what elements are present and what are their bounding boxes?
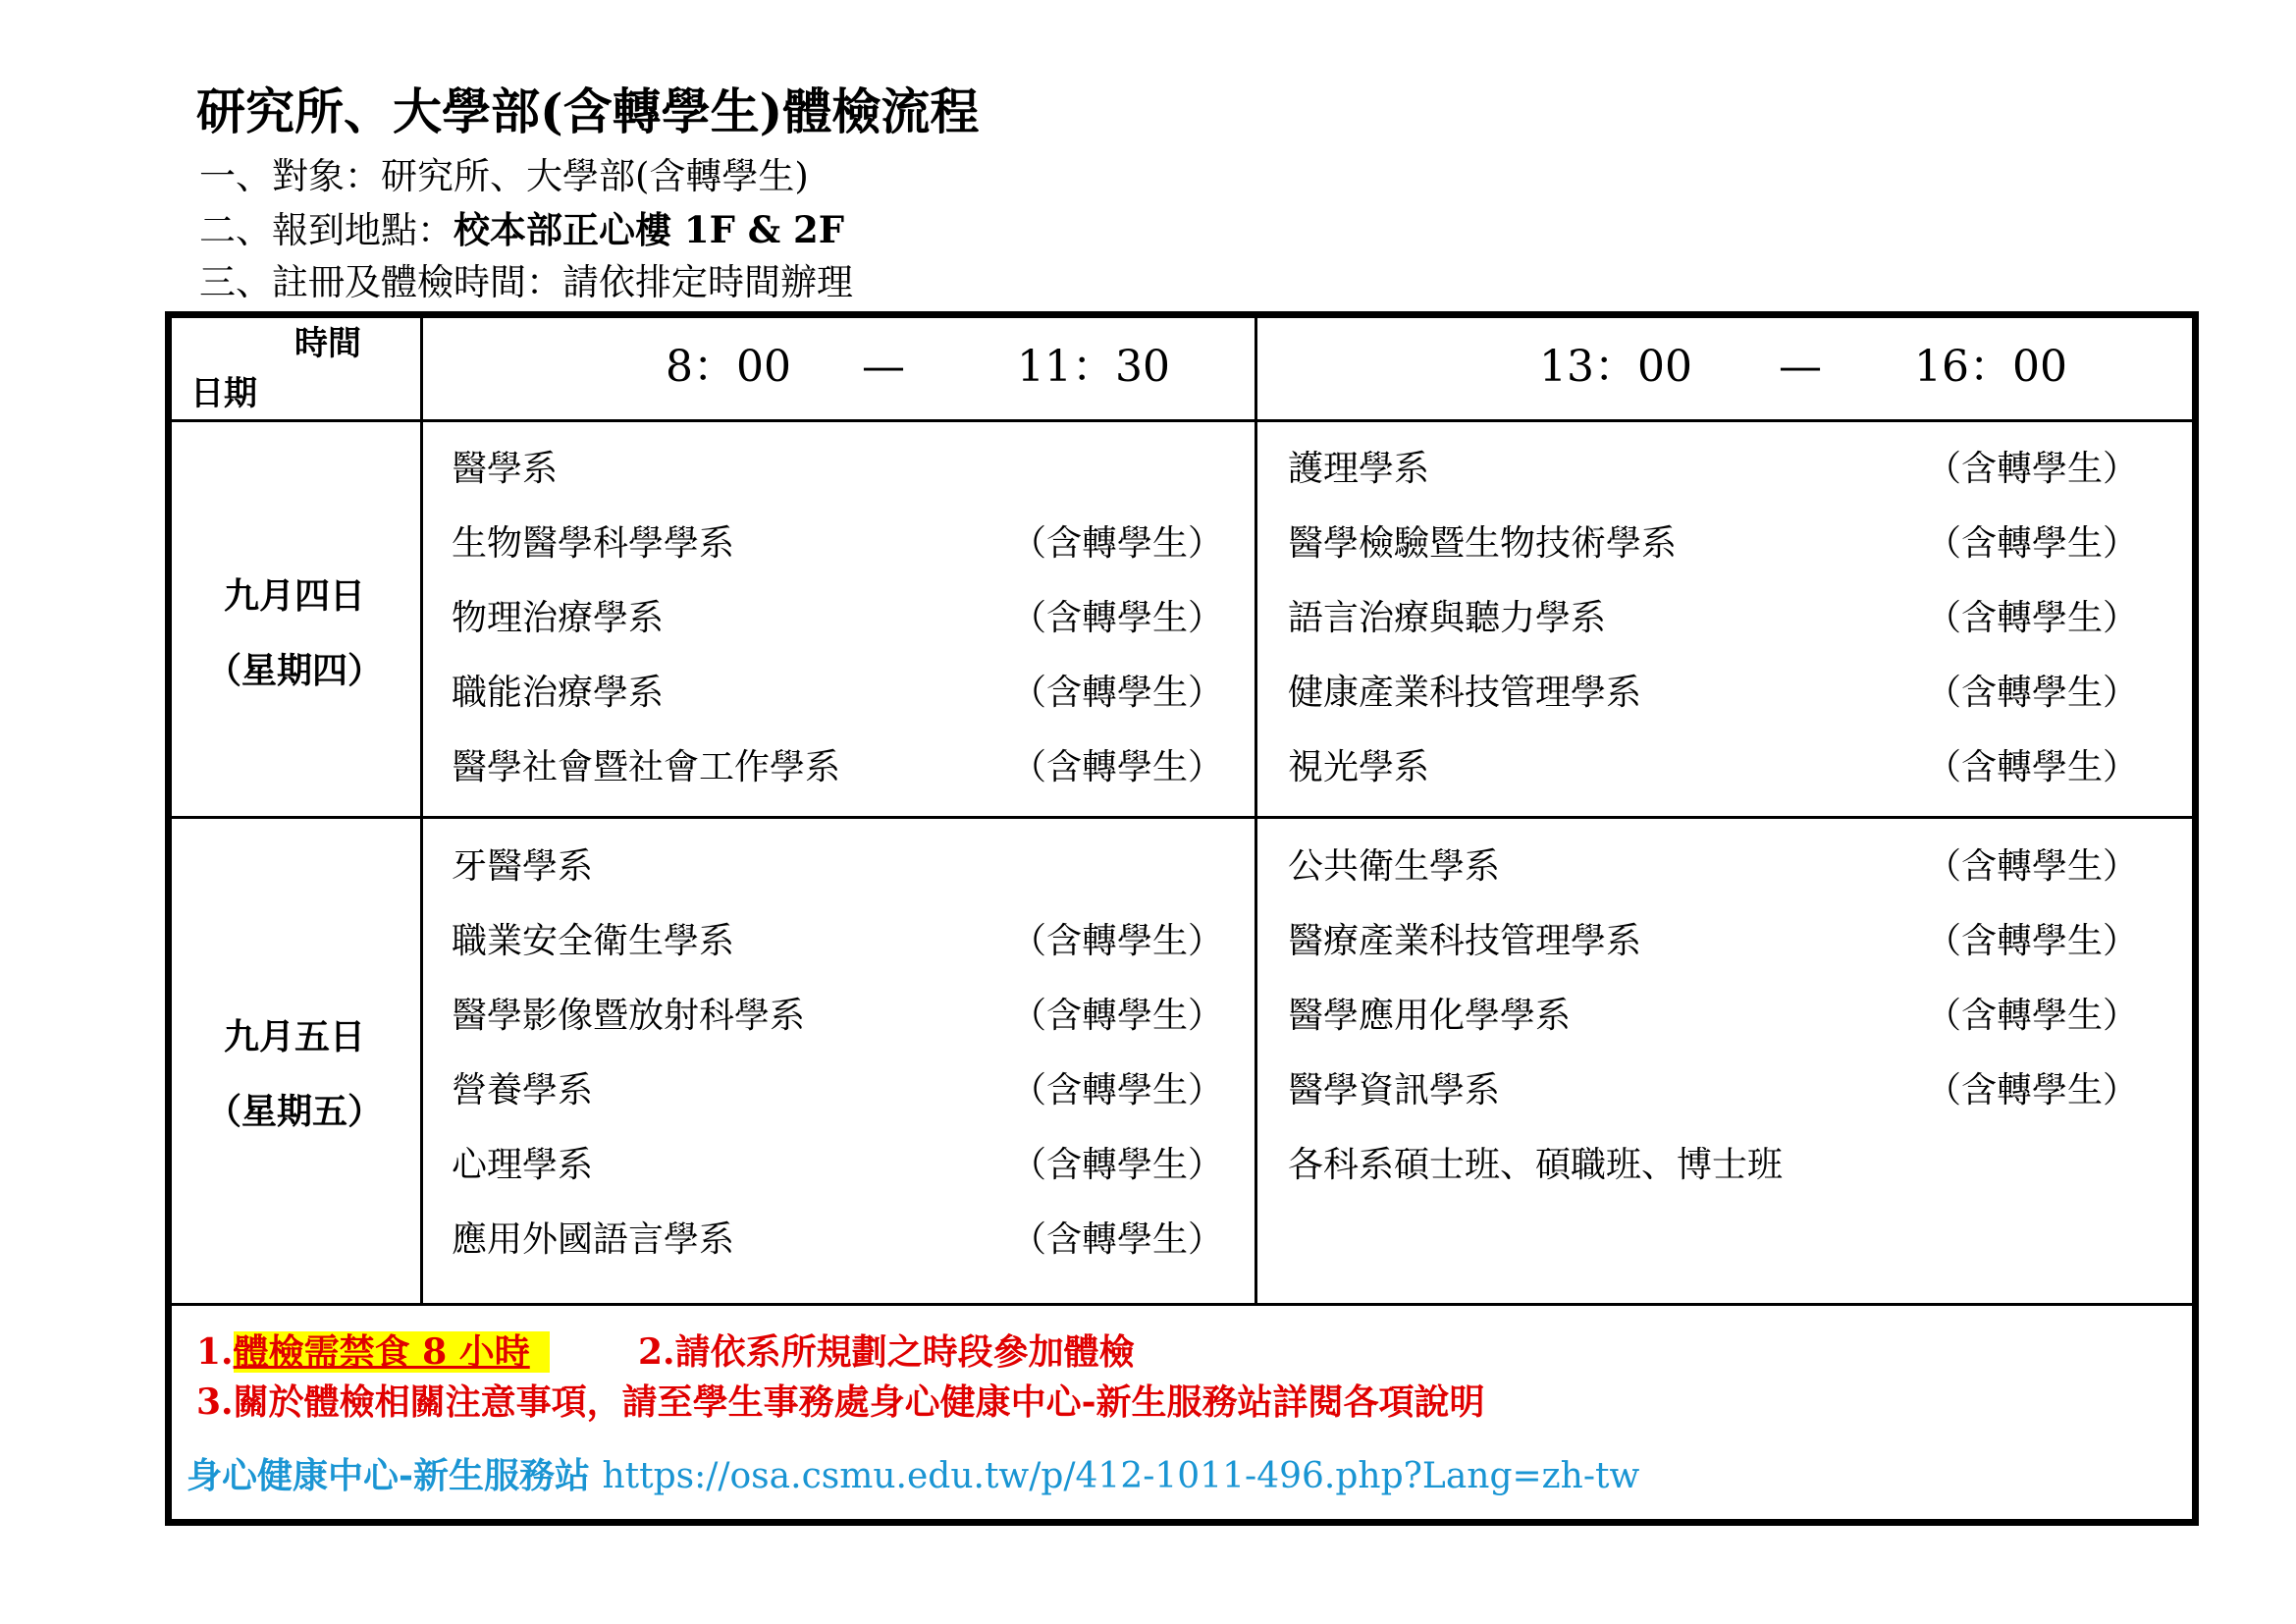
department-name: 職業安全衛生學系: [452, 921, 735, 961]
department-name: 健康產業科技管理學系: [1288, 673, 1642, 713]
transfer-student-tag: （含轉學生）: [1011, 523, 1224, 564]
transfer-student-tag: （含轉學生）: [1926, 747, 2139, 787]
location-prefix: 二、報到地點：: [199, 209, 454, 251]
transfer-student-tag: （含轉學生）: [1011, 1070, 1224, 1110]
afternoon-start-time: 13：00: [1539, 342, 1692, 392]
department-name: 視光學系: [1288, 747, 1430, 787]
afternoon-end-time: 16：00: [1914, 342, 2067, 392]
afternoon-dash: —: [1779, 342, 1822, 392]
note-fasting: [196, 1329, 550, 1375]
location-line: [199, 206, 844, 254]
note-details: 3.關於體檢相關注意事項，請至學生事務處身心健康中心-新生服務站詳閱各項說明: [196, 1381, 1485, 1423]
transfer-student-tag: （含轉學生）: [1011, 1145, 1224, 1185]
note-fasting-text: 體檢需禁食 8 小時: [234, 1331, 550, 1373]
morning-end-time: 11：30: [1017, 342, 1170, 392]
transfer-student-tag: （含轉學生）: [1011, 996, 1224, 1036]
department-name: 醫學資訊學系: [1288, 1070, 1501, 1110]
transfer-student-tag: （含轉學生）: [1011, 598, 1224, 638]
transfer-student-tag: （含轉學生）: [1011, 747, 1224, 787]
transfer-student-tag: （含轉學生）: [1926, 598, 2139, 638]
department-name: 營養學系: [452, 1070, 594, 1110]
morning-dash: —: [862, 342, 905, 392]
transfer-student-tag: （含轉學生）: [1926, 449, 2139, 489]
department-name: 公共衛生學系: [1288, 846, 1501, 887]
transfer-student-tag: （含轉學生）: [1926, 523, 2139, 564]
transfer-student-tag: （含轉學生）: [1011, 673, 1224, 713]
day1-date: 九月四日: [223, 575, 365, 617]
corner-date-label: 日期: [190, 374, 257, 413]
department-name: 醫學影像暨放射科學系: [452, 996, 806, 1036]
column-divider-session: [1255, 314, 1257, 1306]
note-session: 2.請依系所規劃之時段參加體檢: [638, 1331, 1135, 1373]
department-name: 牙醫學系: [452, 846, 594, 887]
department-name: 應用外國語言學系: [452, 1219, 735, 1260]
page-title: 研究所、大學部(含轉學生)體檢流程: [196, 82, 980, 140]
department-name: 生物醫學科學學系: [452, 523, 735, 564]
transfer-student-tag: （含轉學生）: [1926, 921, 2139, 961]
target-line: 一、對象：研究所、大學部(含轉學生): [199, 155, 809, 197]
department-name: 職能治療學系: [452, 673, 665, 713]
transfer-student-tag: （含轉學生）: [1011, 1219, 1224, 1260]
corner-time-label: 時間: [294, 324, 361, 363]
transfer-student-tag: （含轉學生）: [1011, 921, 1224, 961]
row-divider-day1: [169, 816, 2197, 819]
service-link-url[interactable]: https://osa.csmu.edu.tw/p/412-1011-496.php?Lang=zh-tw: [602, 1456, 1640, 1496]
department-name: 物理治療學系: [452, 598, 665, 638]
column-divider-date: [420, 314, 423, 1306]
transfer-student-tag: （含轉學生）: [1926, 846, 2139, 887]
transfer-student-tag: （含轉學生）: [1926, 673, 2139, 713]
department-name: 醫療產業科技管理學系: [1288, 921, 1642, 961]
schedule-line: 三、註冊及體檢時間：請依排定時間辦理: [199, 261, 853, 303]
row-divider-day2: [169, 1303, 2197, 1306]
day2-date: 九月五日: [223, 1016, 365, 1057]
service-link-label: 身心健康中心-新生服務站: [187, 1455, 603, 1496]
row-divider-header: [169, 419, 2197, 422]
day2-weekday: （星期五）: [205, 1091, 383, 1132]
transfer-student-tag: （含轉學生）: [1926, 996, 2139, 1036]
department-name: 心理學系: [452, 1145, 594, 1185]
note-fasting-number: 1.: [196, 1331, 234, 1373]
department-name: 醫學應用化學學系: [1288, 996, 1572, 1036]
department-name: 各科系碩士班、碩職班、博士班: [1288, 1145, 1784, 1185]
department-name: 護理學系: [1288, 449, 1430, 489]
location-value: 校本部正心樓 1F & 2F: [454, 208, 845, 251]
service-link-line: [187, 1453, 1639, 1499]
day1-weekday: （星期四）: [205, 650, 383, 691]
morning-start-time: 8：00: [666, 342, 791, 392]
department-name: 醫學系: [452, 449, 559, 489]
department-name: 語言治療與聽力學系: [1288, 598, 1607, 638]
transfer-student-tag: （含轉學生）: [1926, 1070, 2139, 1110]
department-name: 醫學社會暨社會工作學系: [452, 747, 841, 787]
department-name: 醫學檢驗暨生物技術學系: [1288, 523, 1678, 564]
